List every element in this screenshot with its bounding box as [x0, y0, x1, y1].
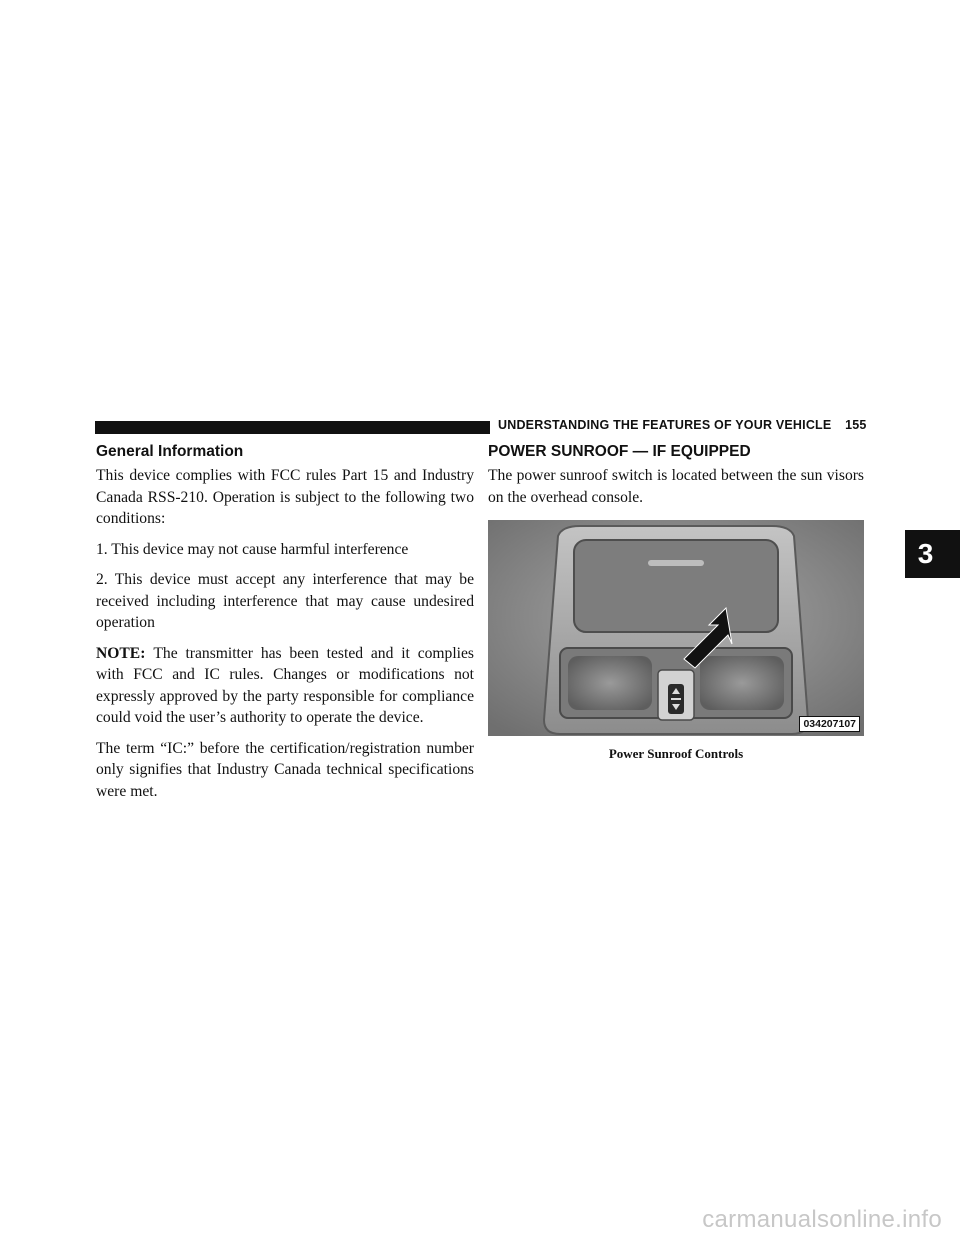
note-text: The transmitter has been tested and it complies with FCC and IC rules. Changes or modifications not expressly approved by the party responsible for compliance could void the user’s authority to operate the device.	[96, 644, 474, 726]
running-header	[498, 418, 866, 432]
paragraph-condition-2: 2. This device must accept any interference that may be received including interference that may cause undesired operation	[96, 571, 474, 631]
page-number: 155	[845, 418, 867, 432]
overhead-console-illustration	[488, 520, 864, 736]
paragraph-ic-term: The term “IC:” before the certification/registration number only signifies that Industry Canada technical specifications were met.	[96, 739, 474, 800]
paragraph-sunroof-switch: The power sunroof switch is located between the sun visors on the overhead console.	[488, 467, 864, 506]
watermark: carmanualsonline.info	[702, 1206, 942, 1233]
section-heading-general-information: General Information	[96, 443, 244, 460]
overhead-console-photo	[488, 520, 864, 736]
paragraph-condition-1: 1. This device may not cause harmful interference	[96, 540, 409, 558]
chapter-tab	[905, 530, 960, 578]
header-title: UNDERSTANDING THE FEATURES OF YOUR VEHICLE	[498, 418, 832, 432]
right-column	[488, 440, 864, 765]
note-label: NOTE:	[96, 644, 146, 662]
figure-caption: Power Sunroof Controls	[608, 746, 744, 761]
left-column	[96, 440, 474, 811]
header-rule	[95, 421, 490, 434]
chapter-number: 3	[917, 538, 934, 569]
section-heading-power-sunroof: POWER SUNROOF — IF EQUIPPED	[488, 443, 751, 460]
paragraph-compliance: This device complies with FCC rules Part 15 and Industry Canada RSS-210. Operation is subject to the following two conditions:	[96, 467, 474, 527]
figure-code-label: 034207107	[799, 716, 860, 732]
note-paragraph	[96, 643, 474, 729]
